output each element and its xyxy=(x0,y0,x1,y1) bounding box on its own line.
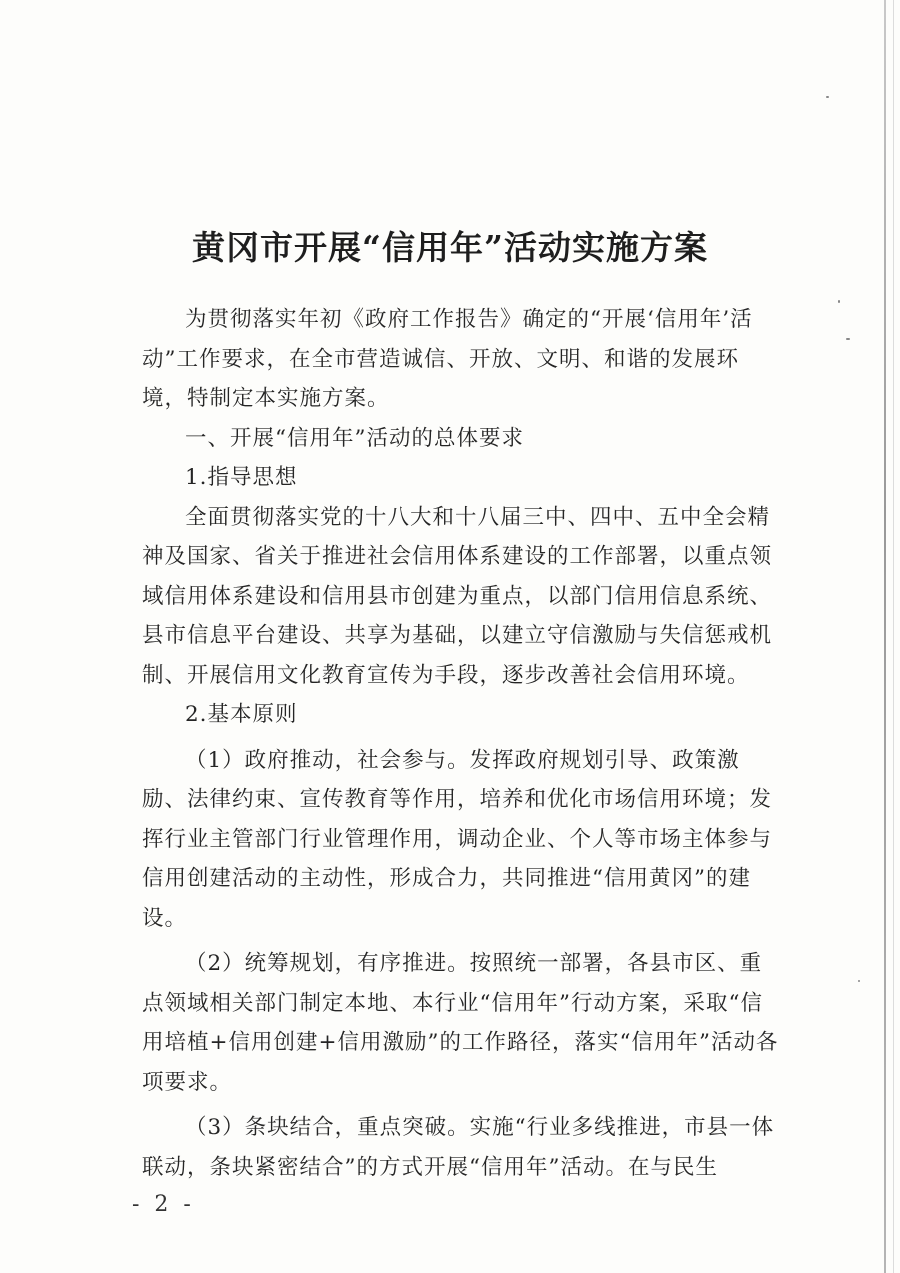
subheading-basic-principles: 2.基本原则 xyxy=(185,702,298,727)
section-heading-1: 一、开展“信用年”活动的总体要求 xyxy=(185,425,524,451)
subheading-guiding-ideology: 1.指导思想 xyxy=(185,465,298,490)
document-body xyxy=(142,300,782,1187)
paragraph-principle-3: （3）条块结合，重点突破。实施“行业多线推进，市县一体联动，条块紧密结合”的方式开展“信用年”活动。在与民生 xyxy=(142,1115,775,1180)
scan-speck xyxy=(858,980,860,982)
scan-edge-line xyxy=(884,0,886,1273)
paragraph-intro: 为贯彻落实年初《政府工作报告》确定的“开展‘信用年’活动”工作要求，在全市营造诚信、开放、文明、和谐的发展环境，特制定本实施方案。 xyxy=(142,307,753,411)
paragraph-guiding-ideology: 全面贯彻落实党的十八大和十八届三中、四中、五中全会精神及国家、省关于推进社会信用体系建设的工作部署，以重点领域信用体系建设和信用县市创建为重点，以部门信用信息系统、县市信息平台建设、共享为基础，以建立守信激励与失信惩戒机制、开展信用文化教育宣传为手段，逐步改善社会信用环境。 xyxy=(142,504,773,688)
scan-speck xyxy=(838,300,840,303)
scan-edge-line-secondary xyxy=(893,0,894,1273)
scan-speck xyxy=(826,96,829,98)
paragraph-principle-1: （1）政府推动，社会参与。发挥政府规划引导、政策激励、法律约束、宣传教育等作用，培养和优化市场信用环境；发挥行业主管部门行业管理作用，调动企业、个人等市场主体参与信用创建活动的主动性，形成合力，共同推进“信用黄冈”的建设。 xyxy=(142,747,773,931)
paragraph-principle-2: （2）统筹规划，有序推进。按照统一部署，各县市区、重点领域相关部门制定本地、本行业“信用年”行动方案，采取“信用培植+信用创建+信用激励”的工作路径，落实“信用年”活动各项要求。 xyxy=(142,951,779,1095)
page-number: - 2 - xyxy=(132,1192,195,1217)
scan-speck xyxy=(846,338,850,340)
document-title: 黄冈市开展“信用年”活动实施方案 xyxy=(192,228,708,267)
